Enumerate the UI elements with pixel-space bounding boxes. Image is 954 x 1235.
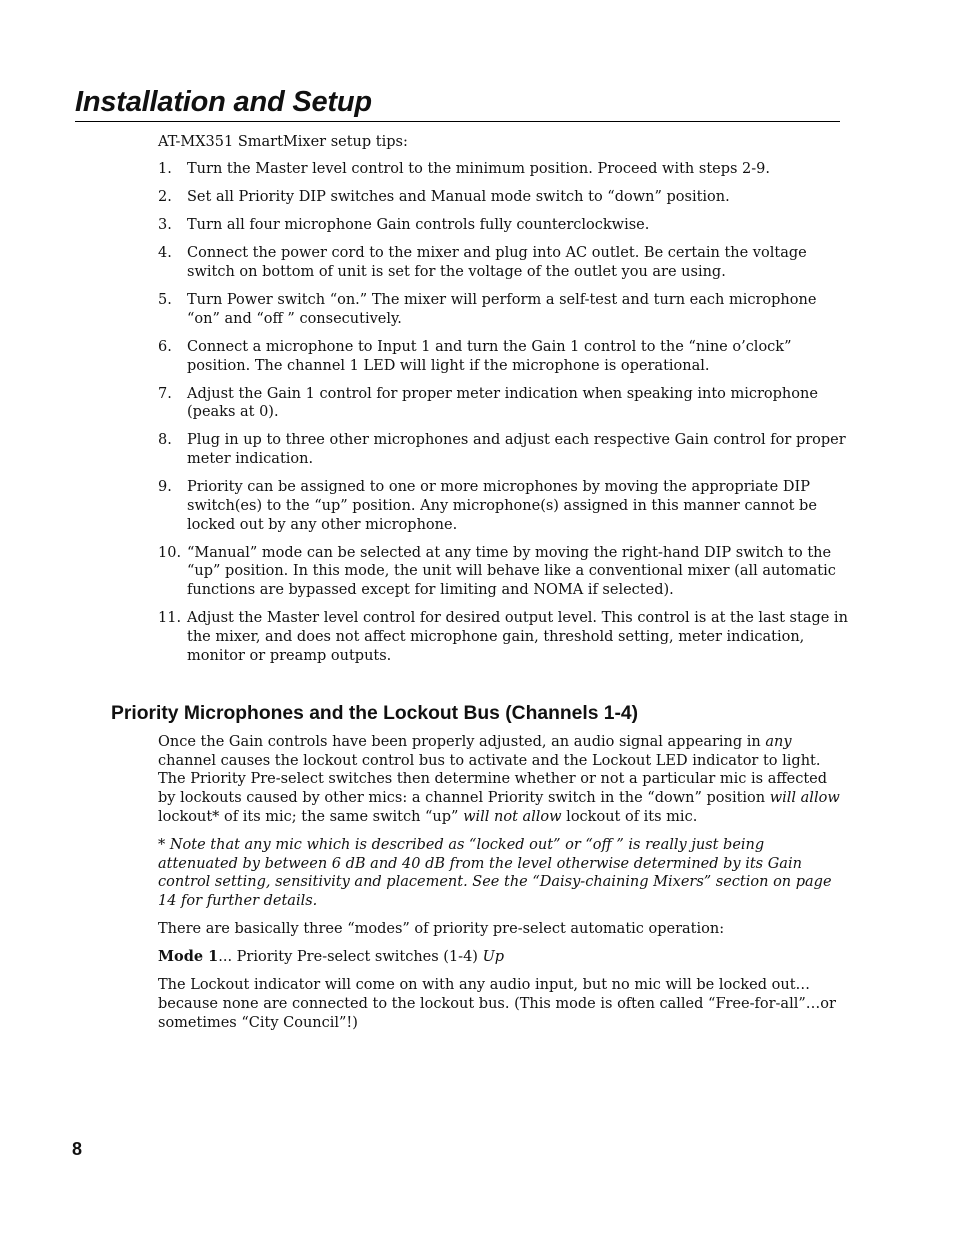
step-number: 8.: [158, 432, 172, 449]
paragraph-text: lockout of its mic.: [561, 808, 698, 825]
setup-step: [158, 216, 848, 235]
emphasis-any: any: [765, 734, 792, 750]
step-number: 11.: [158, 610, 182, 627]
step-text: “Manual” mode can be selected at any time by moving the right-hand DIP switch to the “up” position. In this mode, the unit will behave like a conventional mixer (all automatic functions are bypassed except for limiting and NOMA if selected).: [187, 544, 836, 599]
emphasis-will-not-allow: will not allow: [463, 808, 562, 825]
title-rule: [75, 121, 840, 122]
paragraph-text: lockout* of its mic; the same switch “up”: [158, 808, 464, 825]
mode-1-line: [158, 948, 848, 967]
step-text: Turn Power switch “on.” The mixer will perform a self-test and turn each microphone “on” and “off ” consecutively.: [187, 292, 817, 327]
step-text: Set all Priority DIP switches and Manual mode switch to “down” position.: [187, 189, 730, 206]
step-text: Connect a microphone to Input 1 and turn the Gain 1 control to the “nine o’clock” position. The channel 1 LED will light if the microphone is operational.: [187, 338, 792, 374]
step-text: Plug in up to three other microphones and adjust each respective Gain control for proper meter indication.: [187, 432, 846, 468]
setup-steps-list: [158, 160, 848, 675]
page-number: 8: [72, 1139, 83, 1159]
step-text: Adjust the Gain 1 control for proper meter indication when speaking into microphone (peaks at 0).: [187, 385, 818, 421]
mode-1-description: The Lockout indicator will come on with any audio input, but no mic will be locked out… because none are connected to the lockout bus. (This mode is often called “Free-for-all”…or sometimes “City Council”!): [158, 977, 836, 1031]
paragraph-text: channel causes the lockout control bus to activate and the Lockout LED indicator to light. The Priority Pre-select switches then determine whether or not a particular mic is affected by lockouts caused by other mics: a channel Priority switch in the “down” position: [158, 752, 828, 807]
page-title: Installation and Setup: [75, 86, 372, 118]
step-number: 3.: [158, 217, 172, 234]
setup-step: [158, 291, 848, 328]
setup-step: [158, 188, 848, 207]
paragraph-lockout-intro: [158, 733, 848, 827]
step-number: 7.: [158, 385, 172, 402]
step-number: 1.: [158, 161, 172, 177]
setup-step: [158, 609, 848, 665]
priority-section-body: [158, 733, 848, 1042]
setup-step: [158, 160, 848, 179]
emphasis-will-allow: will allow: [769, 790, 840, 807]
modes-intro: There are basically three “modes” of priority pre-select automatic operation:: [158, 921, 725, 938]
step-number: 2.: [158, 189, 172, 206]
step-text: Turn the Master level control to the minimum position. Proceed with steps 2-9.: [187, 161, 771, 177]
setup-step: [158, 338, 848, 375]
step-text: Adjust the Master level control for desired output level. This control is at the last stage in the mixer, and does not affect microphone gain, threshold setting, meter indication, monitor or preamp outputs.: [187, 610, 848, 664]
step-number: 9.: [158, 479, 172, 496]
step-text: Priority can be assigned to one or more microphones by moving the appropriate DIP switch(es) to the “up” position. Any microphone(s) assigned in this manner cannot be locked out by any other microphone.: [187, 479, 817, 533]
section-heading: Priority Microphones and the Lockout Bus (Channels 1-4): [111, 703, 639, 724]
step-number: 10.: [158, 544, 182, 561]
mode-1-state: Up: [482, 949, 505, 966]
setup-step: [158, 244, 848, 281]
step-number: 6.: [158, 338, 172, 355]
setup-step: [158, 431, 848, 468]
paragraph-text: Once the Gain controls have been properly adjusted, an audio signal appearing in: [158, 734, 766, 750]
step-number: 4.: [158, 245, 172, 262]
step-text: Connect the power cord to the mixer and plug into AC outlet. Be certain the voltage switch on bottom of unit is set for the voltage of the outlet you are using.: [187, 245, 807, 280]
mode-1-label: Mode 1: [158, 948, 219, 966]
setup-step: [158, 385, 848, 422]
step-number: 5.: [158, 292, 172, 309]
mode-1-text: ... Priority Pre-select switches (1-4): [218, 949, 483, 966]
setup-intro: AT-MX351 SmartMixer setup tips:: [158, 134, 408, 150]
setup-step: [158, 544, 848, 600]
setup-step: [158, 478, 848, 534]
step-text: Turn all four microphone Gain controls fully counterclockwise.: [187, 217, 650, 234]
footnote: * Note that any mic which is described as “locked out” or “off ” is really just being attenuated by between 6 dB and 40 dB from the level otherwise determined by its Gain control setting, sensitivity and placement. See the “Daisy-chaining Mixers” section on page 14 for further details.: [158, 836, 832, 910]
